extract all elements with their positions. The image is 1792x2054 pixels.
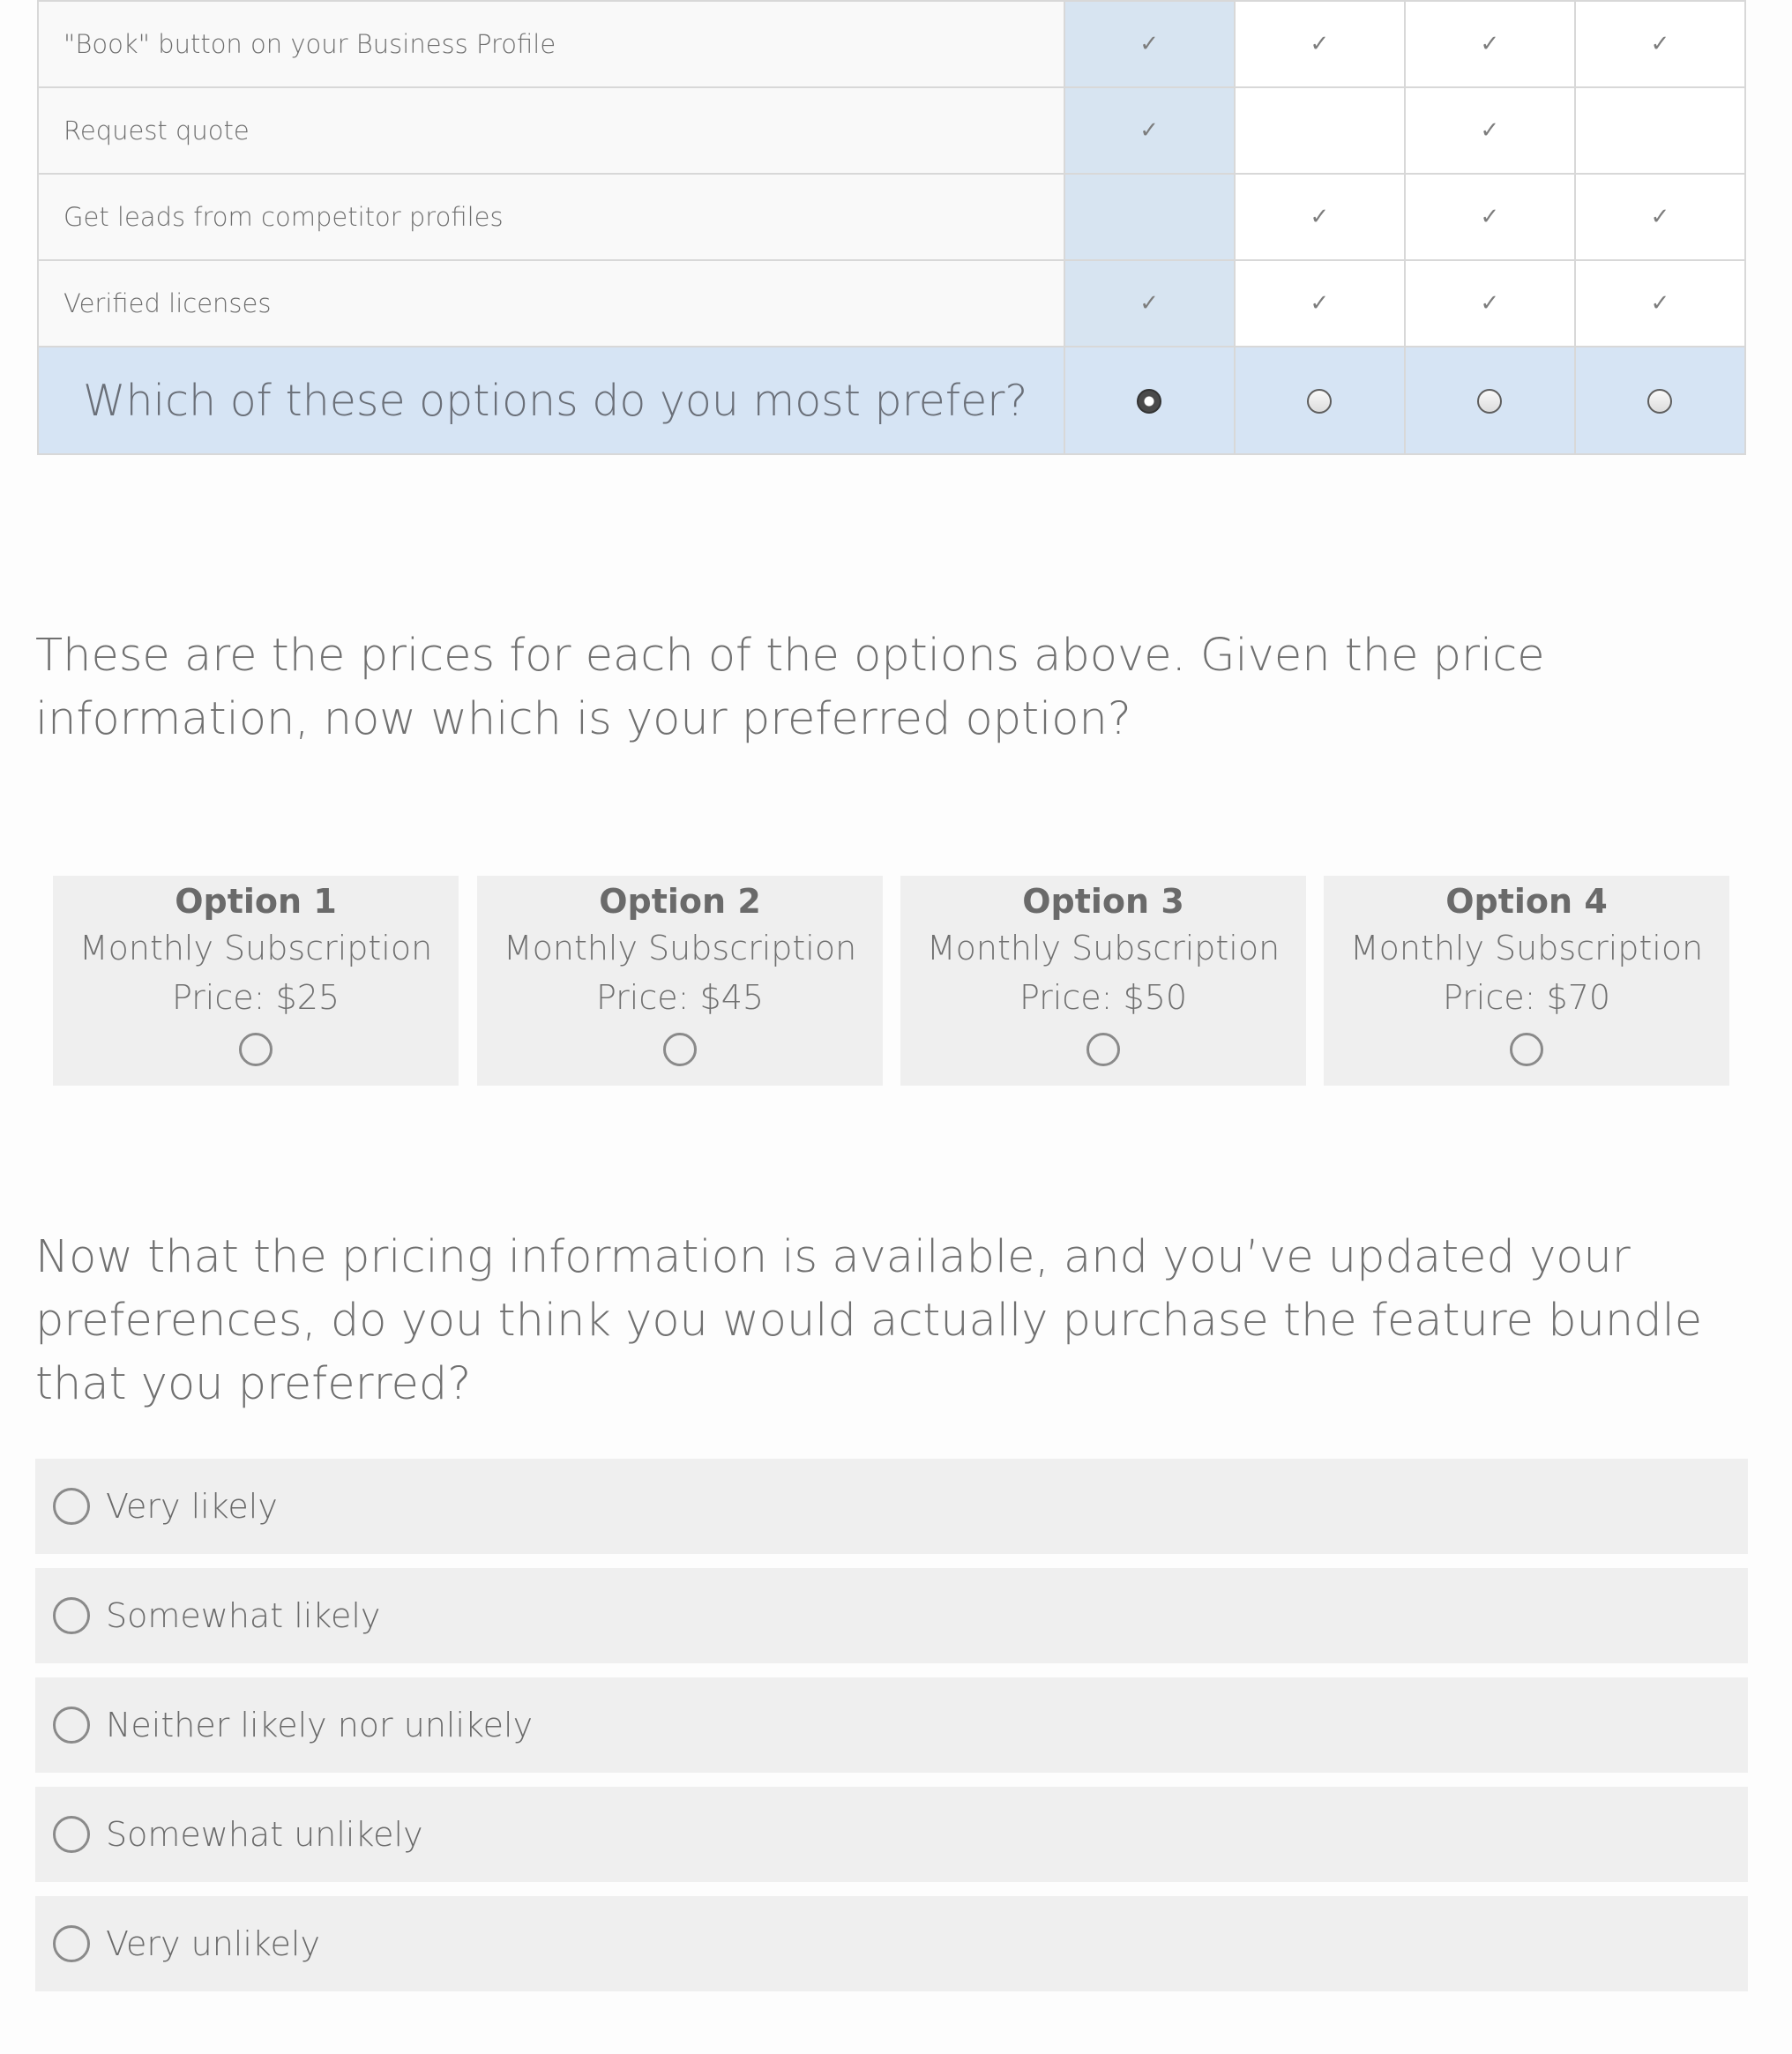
choice-very-unlikely[interactable] [35,1896,1748,1991]
option-price: Price: $50 [1019,978,1188,1017]
radio-icon[interactable] [53,1488,90,1525]
option-name: Option 2 [599,882,761,921]
check-mark: ✓ [1064,260,1235,347]
radio-icon[interactable] [1477,389,1502,414]
option-type: Monthly Subscription [78,929,433,967]
radio-icon[interactable] [1510,1033,1543,1066]
choice-neither[interactable] [35,1677,1748,1773]
option-price: Price: $25 [171,978,340,1017]
preference-row [38,347,1745,454]
option-type: Monthly Subscription [926,929,1281,967]
option-card-2[interactable] [477,876,883,1086]
table-row [38,1,1745,87]
option-name: Option 3 [1022,882,1184,921]
preference-question: Which of these options do you most prefer? [38,347,1064,454]
check-mark: ✓ [1575,174,1745,260]
choice-label: Neither likely nor unlikely [106,1706,534,1744]
option-card-4[interactable] [1324,876,1729,1086]
check-mark: ✓ [1235,1,1405,87]
choice-somewhat-likely[interactable] [35,1568,1748,1663]
option-card-3[interactable] [900,876,1306,1086]
check-mark: ✓ [1405,87,1575,174]
table-row [38,174,1745,260]
radio-icon[interactable] [53,1707,90,1744]
option-name: Option 4 [1445,882,1608,921]
choice-label: Very likely [106,1487,278,1526]
option-type: Monthly Subscription [1349,929,1704,967]
check-mark: ✓ [1405,1,1575,87]
price-options [53,876,1730,1086]
check-mark: ✓ [1405,260,1575,347]
table-row [38,87,1745,174]
preference-radio-option-1[interactable] [1064,347,1235,454]
preference-radio-option-3[interactable] [1405,347,1575,454]
table-row [38,260,1745,347]
preference-radio-option-2[interactable] [1235,347,1405,454]
option-card-1[interactable] [53,876,459,1086]
radio-icon[interactable] [663,1033,697,1066]
check-mark [1064,174,1235,260]
feature-comparison-table [37,0,1746,455]
check-mark: ✓ [1235,174,1405,260]
radio-icon[interactable] [1647,389,1672,414]
radio-icon[interactable] [53,1925,90,1962]
radio-icon[interactable] [1086,1033,1120,1066]
check-mark [1575,87,1745,174]
feature-label: Verified licenses [38,260,1064,347]
check-mark: ✓ [1575,260,1745,347]
purchase-prompt: Now that the pricing information is available, and you’ve updated your preferences, do you think you would actually purchase the feature bundle that you preferred? [35,1231,1703,1410]
check-mark: ✓ [1064,87,1235,174]
feature-label: "Book" button on your Business Profile [38,1,1064,87]
choice-label: Somewhat unlikely [106,1815,423,1854]
radio-icon[interactable] [53,1816,90,1853]
option-type: Monthly Subscription [503,929,857,967]
price-prompt: These are the prices for each of the options above. Given the price information, now which is your preferred option? [35,630,1545,745]
radio-icon[interactable] [239,1033,273,1066]
radio-icon[interactable] [1307,389,1332,414]
check-mark: ✓ [1575,1,1745,87]
option-price: Price: $45 [595,978,765,1017]
choice-label: Very unlikely [106,1924,320,1963]
feature-label: Get leads from competitor profiles [38,174,1064,260]
preference-radio-option-4[interactable] [1575,347,1745,454]
radio-icon[interactable] [1137,389,1161,414]
check-mark [1235,87,1405,174]
radio-icon[interactable] [53,1597,90,1634]
option-price: Price: $70 [1442,978,1611,1017]
check-mark: ✓ [1405,174,1575,260]
check-mark: ✓ [1064,1,1235,87]
feature-label: Request quote [38,87,1064,174]
choice-label: Somewhat likely [106,1596,381,1635]
check-mark: ✓ [1235,260,1405,347]
choice-somewhat-unlikely[interactable] [35,1787,1748,1882]
option-name: Option 1 [175,882,337,921]
choice-very-likely[interactable] [35,1459,1748,1554]
